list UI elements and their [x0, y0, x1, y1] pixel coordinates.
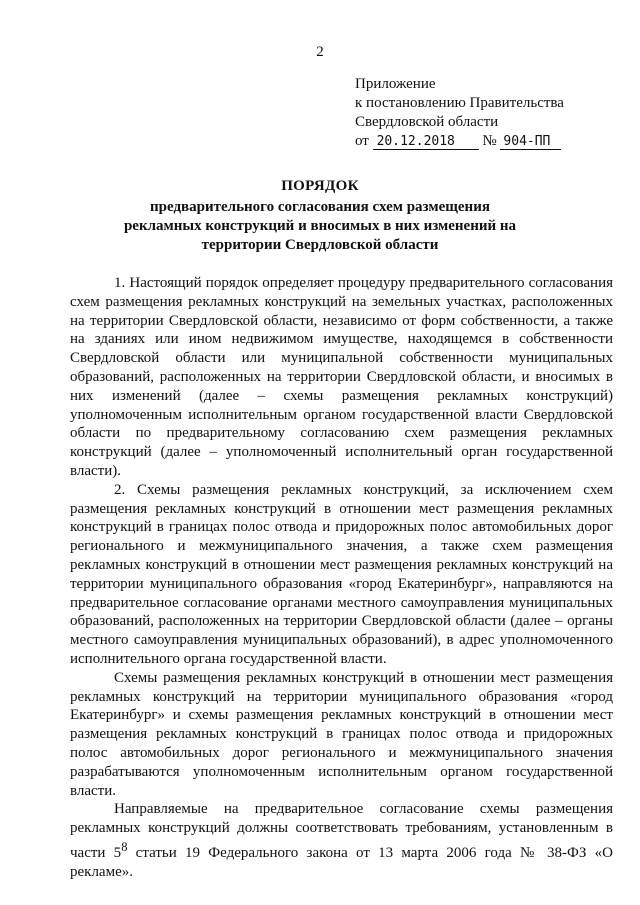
document-title: ПОРЯДОК: [281, 178, 359, 194]
from-label: от: [355, 133, 369, 149]
paragraph-4-text: Направляемые на предварительное согласование схемы размещения рекламных конструкций должны соответствовать требованиям, установленным в части 5: [70, 801, 613, 861]
paragraph-3: Схемы размещения рекламных конструкций в отношении мест размещения рекламных конструкций на территории муниципального образования «город Екатеринбург» и схемы размещения рекламных конструкций в отношении мест размещения рекламных конструкций в границах полос отвода и придорожных полос автомобильных дорог регионального и межмуниципального значения разрабатываются уполномоченным исполнительным органом государственной власти.: [70, 669, 613, 799]
appendix-resolution-line: к постановлению Правительства: [355, 95, 564, 111]
paragraph-2: 2. Схемы размещения рекламных конструкций, за исключением схем размещения рекламных конструкций в отношении мест размещения рекламных конструкций в границах полос отвода и придорожных полос автомобильных дорог регионального и межмуниципального значения, а также схем размещения рекламных конструкций в отношении мест размещения рекламных конструкций на территории муниципального образования «город Екатеринбург», направляются на предварительное согласование органами местного самоуправления муниципальных образований, расположенных на территории Свердловской области (далее – органы местного самоуправления муниципальных образований), в адрес уполномоченного исполнительного органа государственной власти.: [70, 481, 613, 667]
page-number: 2: [316, 44, 324, 60]
paragraph-1: 1. Настоящий порядок определяет процедуру предварительного согласования схем размещения рекламных конструкций на земельных участках, расположенных на территории Свердловской области, независимо от форм собственности, а также на зданиях или ином недвижимом имуществе, находящемся в собственности Свердловской области или муниципальной собственности муниципальных образований, расположенных на территории Свердловской области, и вносимых в них изменений (далее – схемы размещения рекламных конструкций) уполномоченным исполнительным органом государственной власти Свердловской области по предварительному согласованию схем размещения рекламных конструкций (далее – уполномоченный исполнительный орган государственной власти).: [70, 275, 613, 479]
superscript-8: 8: [121, 839, 128, 854]
appendix-region-line: Свердловской области: [355, 114, 499, 130]
resolution-number: 904-ПП: [500, 134, 561, 150]
paragraph-4-text-end: статьи 19 Федерального закона от 13 марта 2006 года № 38-ФЗ «О рекламе».: [70, 844, 613, 880]
appendix-title: Приложение: [355, 76, 436, 92]
appendix-date-line: [355, 132, 615, 151]
number-label: №: [482, 133, 497, 149]
resolution-date: 20.12.2018: [373, 134, 479, 150]
paragraph-4: [70, 800, 613, 881]
document-subtitle: предварительного согласования схем размещения рекламных конструкций и вносимых в них изменений на территории Свердловской области: [123, 199, 517, 253]
document-body: [70, 274, 613, 882]
appendix-block: [355, 75, 615, 151]
